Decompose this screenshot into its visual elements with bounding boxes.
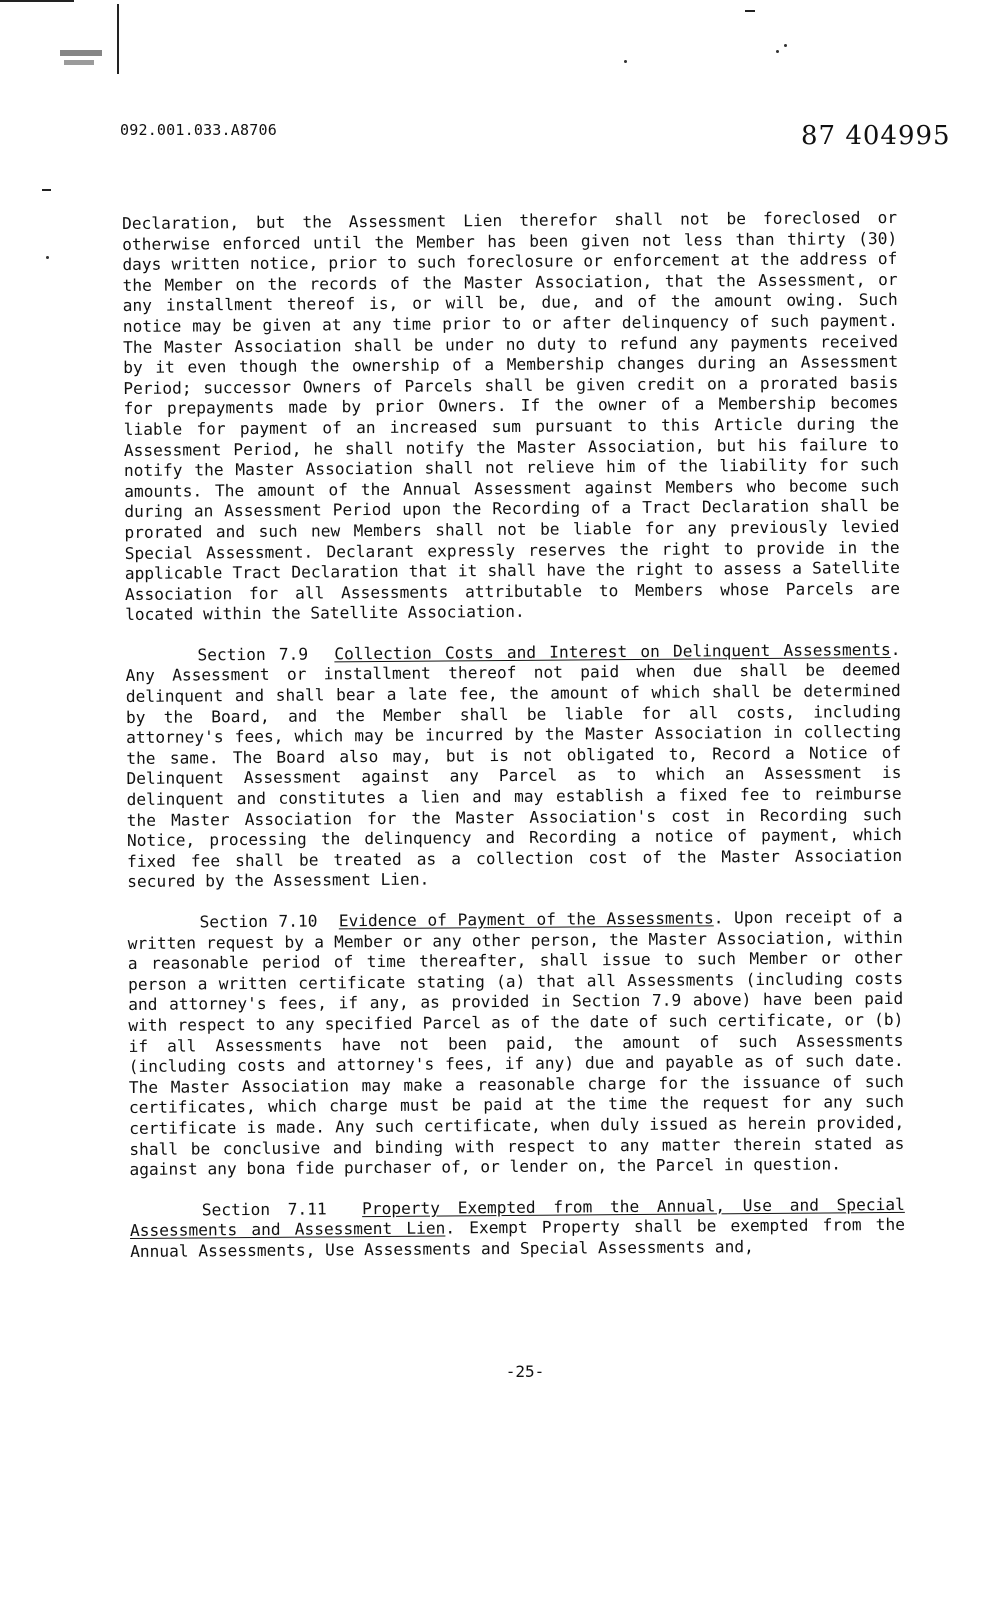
recording-number: 87 404995 — [801, 121, 951, 151]
section-text: . Exempt Property shall be exempted from the Annual Assessments, Use Assessments and Special Assessments and, — [130, 1215, 906, 1261]
scan-artifact-smudge-2 — [64, 60, 94, 65]
scan-speck — [776, 50, 779, 53]
section-7-10-paragraph — [127, 907, 904, 1181]
section-7-11-paragraph — [130, 1195, 905, 1263]
scan-artifact-vertical-mark — [117, 4, 119, 74]
section-label: Section 7.11 — [201, 1199, 327, 1220]
section-label: Section 7.9 — [197, 644, 309, 665]
section-text: . Upon receipt of a written request by a Member or any other person, the Master Association, within a reasonable period of time thereafter, shall issue to such Member or other person a written certificate stating (a) that all Assessments (including costs and attorney's fees, if any, as provided in Section 7.9 above) have been paid with respect to any specified Parcel as of the date of such certificate, or (b) if all Assessments have not been paid, the amount of such Assessments (including costs and attorney's fees, if any) due and payable as of such date. The Master Association may make a reasonable charge for the issuance of such certificates, which charge must be paid at the time the request for any such certificate is made. Any such certificate, when duly issued as herein provided, shall be conclusive and binding with respect to any matter therein stated as against any bona fide purchaser of, or lender on, the Parcel in question. — [127, 906, 905, 1180]
section-label: Section 7.10 — [199, 911, 318, 932]
scan-speck — [784, 44, 787, 47]
section-heading: Evidence of Payment of the Assessments — [338, 908, 714, 931]
scan-artifact-margin-dash — [42, 189, 51, 191]
section-heading: Collection Costs and Interest on Delinquent Assessments — [334, 639, 891, 664]
section-7-9-paragraph — [125, 640, 902, 893]
document-body — [122, 208, 905, 1263]
scan-speck — [46, 256, 49, 259]
document-id: 092.001.033.A8706 — [120, 121, 277, 139]
page-number: -25- — [505, 1362, 545, 1381]
section-text: . Any Assessment or installment thereof not paid when due shall be deemed delinquent and shall bear a late fee, the amount of which shall be determined by the Board, and the Member shall be liable for all costs, including attorney's fees, which may be incurred by the Master Association in collecting the same. The Board also may, but is not obligated to, Record a Notice of Delinquent Assessment against any Parcel as to which an Assessment is delinquent and constitutes a lien and may establish a fixed fee to reimburse the Master Association for the Master Association's cost in Recording such Notice, processing the delinquency and Recording a notice of payment, which fixed fee shall be treated as a collection cost of the Master Association secured by the Assessment Lien. — [125, 639, 903, 892]
scan-artifact-smudge — [60, 50, 102, 56]
scan-speck — [624, 60, 627, 63]
scan-artifact-top-rule — [0, 0, 74, 2]
section-heading: Property Exempted from the Annual, Use and Special Assessments and Assessment Lien — [129, 1194, 905, 1241]
scan-artifact-dash — [745, 10, 755, 12]
paragraph-continuation: Declaration, but the Assessment Lien therefor shall not be foreclosed or otherwise enforced until the Member has been given not less than thirty (30) days written notice, prior to such foreclosure or enforcement at the address of the Member on the records of the Master Association, that the Assessment, or any installment thereof is, or will be, due, and of the amount owing. Such notice may be given at any time prior to or after delinquency of such payment. The Master Association shall be under no duty to refund any payments received by it even though the ownership of a Membership changes during an Assessment Period; successor Owners of Parcels shall be given credit on a prorated basis for prepayments made by prior Owners. If the owner of a Membership becomes liable for payment of an increased sum pursuant to this Article during the Assessment Period, he shall notify the Master Association, but his failure to notify the Master Association shall not relieve him of the liability for such amounts. The amount of the Annual Assessment against Members who become such during an Assessment Period upon the Recording of a Tract Declaration shall be prorated and such new Members shall not be liable for any previously levied Special Assessment. Declarant expressly reserves the right to provide in the applicable Tract Declaration that it shall have the right to assess a Satellite Association for all Assessments attributable to Members whose Parcels are located within the Satellite Association. — [122, 207, 901, 625]
